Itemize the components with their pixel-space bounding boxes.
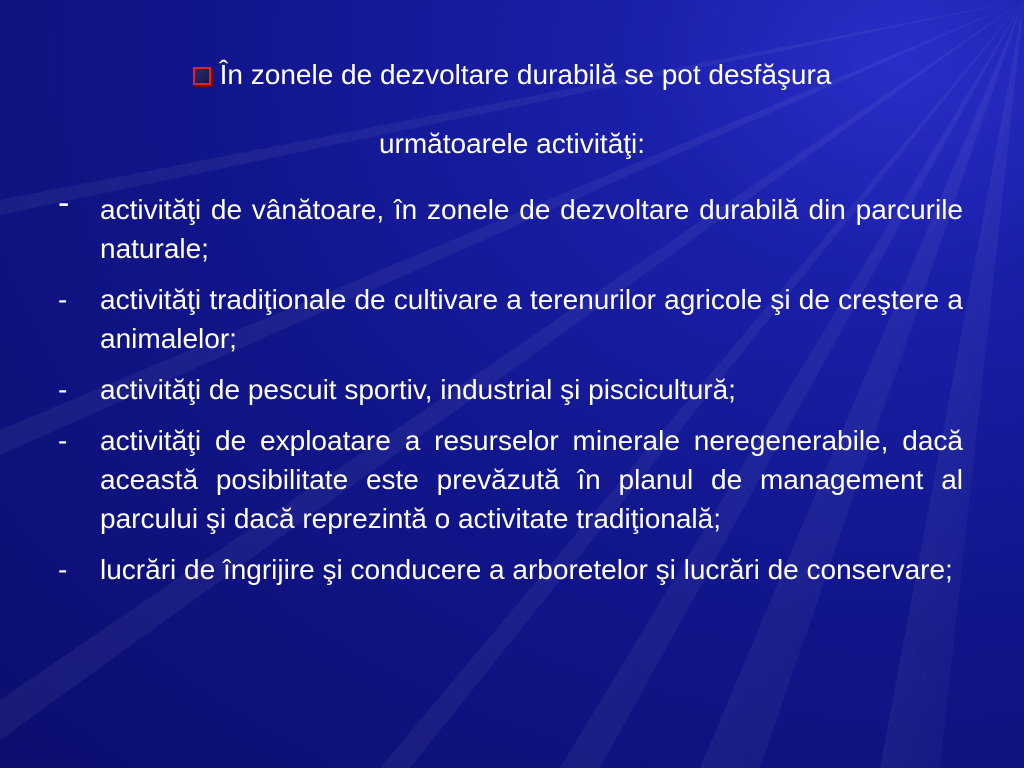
title-line-1 [60,40,964,109]
list-dash: - [58,184,70,222]
list-item [58,280,963,358]
list-dash: - [58,425,68,456]
list-item-text: activităţi de vânătoare, în zonele de dezvoltare durabilă din parcurile naturale; [100,194,963,264]
list-dash: - [58,284,68,315]
title-line-2: următoarele activităţi: [378,128,646,159]
list-item-text: activităţi de pescuit sportiv, industrial şi piscicultură; [100,374,736,405]
list-item-text: activităţi de exploatare a resurselor minerale neregenerabile, dacă această posibilitate este prevăzută în planul de management al parcului şi dacă reprezintă o activitate tradiţională; [100,425,963,534]
list-dash: - [58,374,68,405]
list-item [58,421,963,538]
list-item [58,184,963,268]
slide-title [60,40,964,178]
red-square-bullet-icon [193,67,211,85]
list-item [58,370,963,409]
list-item-text: activităţi tradiţionale de cultivare a terenurilor agricole şi de creştere a animalelor; [100,284,963,354]
list-item [58,550,963,589]
list-item-text: lucrări de îngrijire şi conducere a arboretelor şi lucrări de conservare; [100,554,953,585]
activity-list [58,184,963,601]
list-dash: - [58,554,68,585]
title-text-1: În zonele de dezvoltare durabilă se pot desfăşura [219,59,832,90]
